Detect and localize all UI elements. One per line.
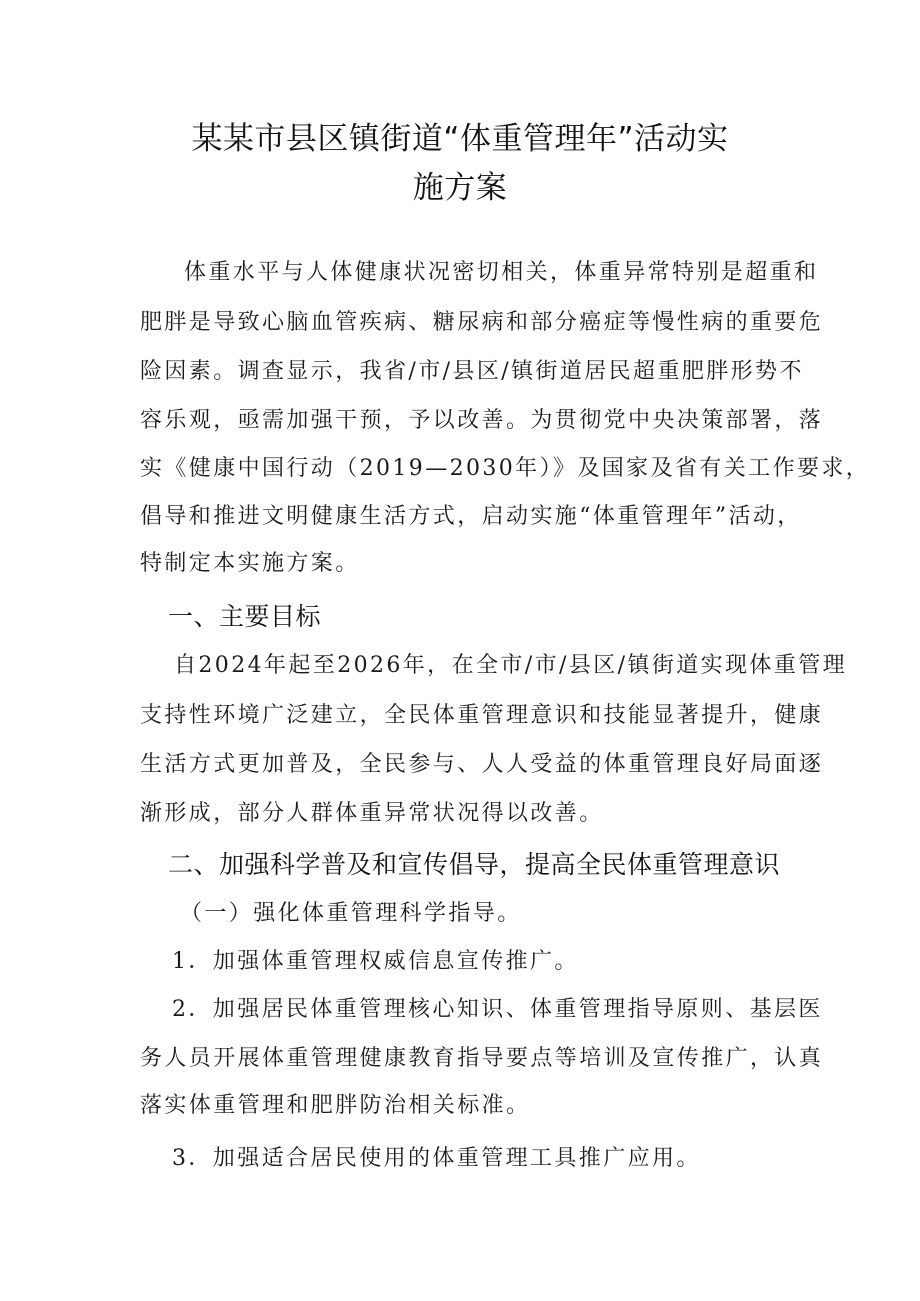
section-1-line: 支持性环境广泛建立，全民体重管理意识和技能显著提升，健康 — [140, 703, 824, 728]
list-item-2-continued: 落实体重管理和肥胖防治相关标准。 — [140, 1093, 531, 1118]
intro-line: 体重水平与人体健康状况密切相关，体重异常特别是超重和 — [184, 260, 819, 285]
document-title-line-1: 某某市县区镇街道“体重管理年”活动实 — [191, 121, 729, 157]
section-2-heading: 二、加强科学普及和宣传倡导，提高全民体重管理意识 — [168, 850, 781, 879]
intro-line: 肥胖是导致心脑血管疾病、糖尿病和部分癌症等慢性病的重要危 — [140, 310, 824, 335]
section-1-line: 渐形成，部分人群体重异常状况得以改善。 — [140, 801, 604, 826]
section-1-heading: 一、主要目标 — [168, 602, 322, 631]
list-item-3: 3．加强适合居民使用的体重管理工具推广应用。 — [172, 1146, 701, 1171]
intro-line: 特制定本实施方案。 — [140, 551, 360, 576]
intro-line: 险因素。调查显示，我省/市/县区/镇街道居民超重肥胖形势不 — [140, 359, 804, 384]
section-1-line: 自2024年起至2026年，在全市/市/县区/镇街道实现体重管理 — [174, 653, 848, 678]
intro-line: 实《健康中国行动（2019—2030年）》及国家及省有关工作要求， — [140, 456, 871, 481]
subsection-1-heading: （一）强化体重管理科学指导。 — [180, 901, 522, 926]
list-item-2-continued: 务人员开展体重管理健康教育指导要点等培训及宣传推广，认真 — [140, 1046, 824, 1071]
section-1-line: 生活方式更加普及，全民参与、人人受益的体重管理良好局面逐 — [140, 752, 824, 777]
list-item-2: 2．加强居民体重管理核心知识、体重管理指导原则、基层医 — [172, 997, 823, 1022]
list-item-1: 1．加强体重管理权威信息宣传推广。 — [172, 949, 579, 974]
intro-line: 倡导和推进文明健康生活方式，启动实施“体重管理年”活动， — [140, 504, 802, 529]
document-title-line-2: 施方案 — [412, 170, 508, 206]
intro-line: 容乐观，亟需加强干预，予以改善。为贯彻党中央决策部署，落 — [140, 408, 824, 433]
